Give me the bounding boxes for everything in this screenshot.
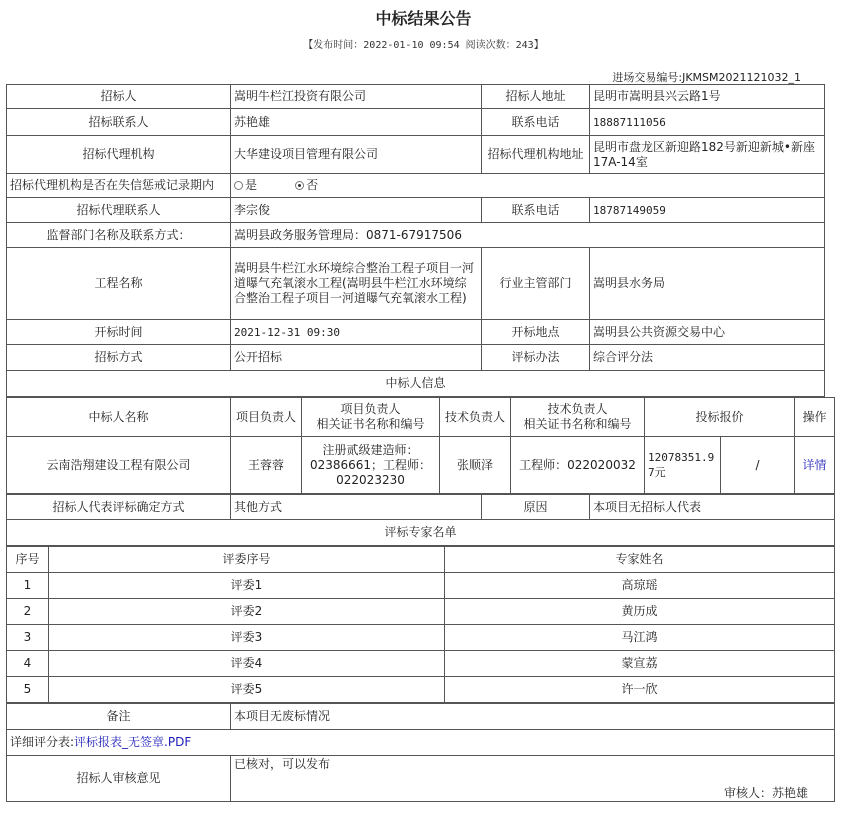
supervisor-label: 监督部门名称及联系方式： [7,223,231,248]
contact-label: 招标联系人 [7,109,231,136]
eval-label: 评标办法 [482,345,590,371]
open-place-value: 嵩明县公共资源交易中心 [590,320,825,345]
expert-seq: 评委3 [49,625,445,651]
supervisor-value: 嵩明县政务服务管理局：0871-67917506 [231,223,825,248]
h-op: 操作 [795,398,835,437]
radio-yes-label: 是 [245,178,258,192]
rep-table [6,494,835,546]
expert-seq: 评委1 [49,573,445,599]
industry-value: 嵩明县水务局 [590,248,825,320]
expert-no: 4 [7,651,49,677]
winner-table [6,397,835,494]
radio-no[interactable] [295,181,304,190]
rep-value: 其他方式 [231,495,482,520]
detail-link[interactable]: 详情 [795,437,835,494]
open-place-label: 开标地点 [482,320,590,345]
dishonest-label: 招标代理机构是否在失信惩戒记录期内 [7,174,231,198]
tenderer-addr-label: 招标人地址 [482,85,590,109]
agency-contact-value: 李宗俊 [231,198,482,223]
expert-name: 许一欣 [445,677,835,703]
remark-label: 备注 [7,704,231,730]
winner-pm-cert: 注册贰级建造师：02386661；工程师：022023230 [302,437,440,494]
expert-name: 黄历成 [445,599,835,625]
detail-score-file-link[interactable]: 评标报表_无签章.PDF [74,735,192,749]
agency-addr-value: 昆明市盘龙区新迎路182号新迎新城•新座17A-14室 [590,136,825,174]
expert-no: 1 [7,573,49,599]
reviewer: 审核人：苏艳雄 [723,786,808,800]
method-label: 招标方式 [7,345,231,371]
tenderer-label: 招标人 [7,85,231,109]
h-seq: 评委序号 [49,547,445,573]
reason-label: 原因 [482,495,590,520]
detail-score-row [7,730,835,756]
rep-label: 招标人代表评标确定方式 [7,495,231,520]
h-tech: 技术负责人 [440,398,511,437]
review-cell [231,756,835,802]
expert-seq: 评委4 [49,651,445,677]
method-value: 公开招标 [231,345,482,371]
expert-no: 2 [7,599,49,625]
project-label: 工程名称 [7,248,231,320]
expert-name: 高琼瑶 [445,573,835,599]
table-row [7,573,835,599]
industry-label: 行业主管部门 [482,248,590,320]
expert-no: 3 [7,625,49,651]
remark-value: 本项目无废标情况 [231,704,835,730]
winner-pm: 王蓉蓉 [231,437,302,494]
h-pm-cert: 项目负责人 相关证书名称和编号 [302,398,440,437]
project-value: 嵩明县牛栏江水环境综合整治工程子项目一河道曝气充氧滚水工程(嵩明县牛栏江水环境综合整治工程子项目一河道曝气充氧滚水工程) [231,248,482,320]
h-expert-name: 专家姓名 [445,547,835,573]
open-time-value: 2021-12-31 09:30 [231,320,482,345]
radio-no-label: 否 [306,178,319,192]
winner-price: 12078351.97元 [645,437,721,494]
agency-phone-label: 联系电话 [482,198,590,223]
expert-name: 马江鸿 [445,625,835,651]
expert-no: 5 [7,677,49,703]
reason-value: 本项目无招标人代表 [590,495,835,520]
phone-label: 联系电话 [482,109,590,136]
h-pm: 项目负责人 [231,398,302,437]
expert-seq: 评委5 [49,677,445,703]
phone-value: 18887111056 [590,109,825,136]
radio-yes[interactable] [234,181,243,190]
transaction-number: 进场交易编号:JKMSM2021121032_1 [612,71,801,84]
winner-price-2: / [721,437,795,494]
open-time-label: 开标时间 [7,320,231,345]
tenderer-addr-value: 昆明市嵩明县兴云路1号 [590,85,825,109]
agency-phone-value: 18787149059 [590,198,825,223]
expert-name: 蒙宣荔 [445,651,835,677]
experts-section-title: 评标专家名单 [7,520,835,546]
table-row [7,651,835,677]
h-no: 序号 [7,547,49,573]
eval-value: 综合评分法 [590,345,825,371]
agency-contact-label: 招标代理联系人 [7,198,231,223]
agency-addr-label: 招标代理机构地址 [482,136,590,174]
winner-tech: 张顺泽 [440,437,511,494]
review-value: 已核对，可以发布 [234,757,331,771]
expert-seq: 评委2 [49,599,445,625]
contact-value: 苏艳雄 [231,109,482,136]
table-row [7,677,835,703]
info-table [6,84,825,397]
agency-label: 招标代理机构 [7,136,231,174]
dishonest-options [231,174,825,198]
h-tech-cert: 技术负责人 相关证书名称和编号 [511,398,645,437]
h-winner-name: 中标人名称 [7,398,231,437]
publish-meta: 【发布时间：2022-01-10 09:54 阅读次数：243】 [303,40,544,51]
winner-tech-cert: 工程师：022020032 [511,437,645,494]
agency-value: 大华建设项目管理有限公司 [231,136,482,174]
h-price: 投标报价 [645,398,795,437]
tenderer-value: 嵩明牛栏江投资有限公司 [231,85,482,109]
detail-score-label: 详细评分表: [10,735,75,749]
review-label: 招标人审核意见 [7,756,231,802]
footer-table [6,703,835,802]
winner-section-title: 中标人信息 [7,371,825,397]
page-title: 中标结果公告 [375,9,472,28]
table-row [7,625,835,651]
winner-name: 云南浩翔建设工程有限公司 [7,437,231,494]
experts-table [6,546,835,703]
table-row [7,599,835,625]
